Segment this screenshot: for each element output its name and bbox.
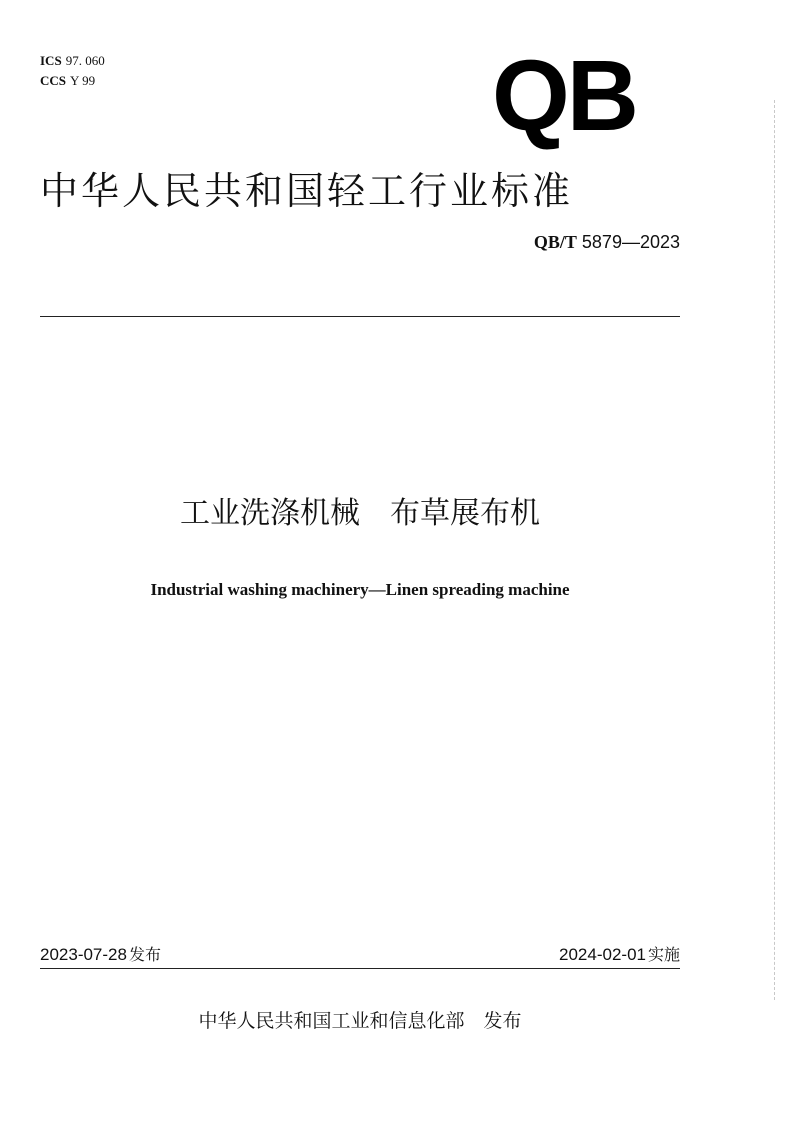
standard-number-value: 5879—2023 (576, 232, 680, 252)
issue-date-value: 2023-07-28 (40, 945, 127, 964)
footer-divider (40, 968, 680, 969)
qb-logo: QB (492, 40, 636, 152)
ccs-code (40, 72, 95, 90)
document-title-english: Industrial washing machinery—Linen spreading machine (150, 580, 570, 599)
ics-label: ICS (40, 53, 62, 68)
implementation-date (480, 942, 680, 965)
issuing-authority: 中华人民共和国工业和信息化部 发布 (198, 1010, 522, 1032)
implementation-date-label: 实施 (647, 945, 680, 964)
implementation-date-value: 2024-02-01 (559, 945, 646, 964)
standard-number (480, 232, 680, 253)
document-title-chinese: 工业洗涤机械 布草展布机 (180, 496, 540, 531)
standard-number-prefix: QB/T (533, 232, 577, 252)
scan-edge-artifact (774, 100, 781, 1000)
ccs-value: Y 99 (70, 73, 96, 88)
standard-category-title: 中华人民共和国轻工行业标准 (40, 169, 574, 213)
ccs-label: CCS (40, 73, 67, 88)
ics-code (40, 52, 105, 70)
issue-date (40, 942, 161, 965)
issue-date-label: 发布 (128, 945, 161, 964)
header-divider (40, 316, 680, 317)
ics-value: 97. 060 (65, 53, 105, 68)
